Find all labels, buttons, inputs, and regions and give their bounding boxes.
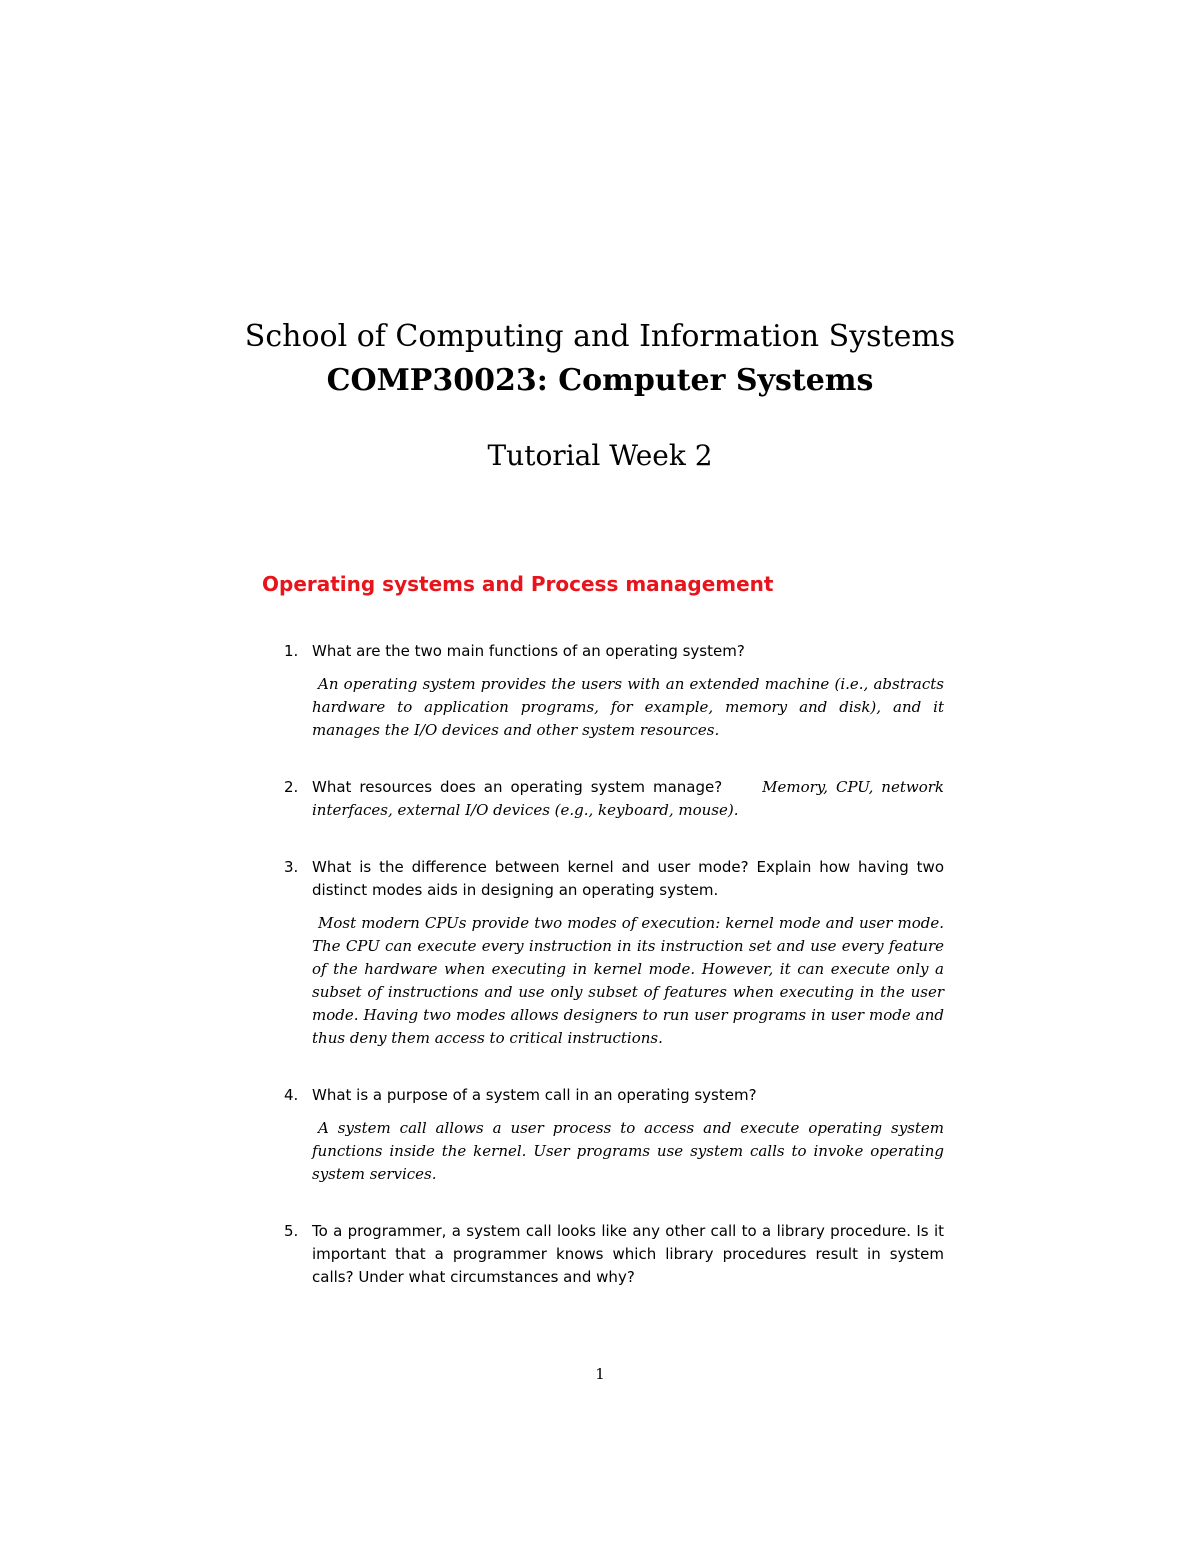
page-number: 1: [595, 1365, 605, 1383]
answer-text: Memory, CPU, network interfaces, external I/O devices (e.g., keyboard, mouse).: [312, 778, 945, 819]
question-number: 5.: [284, 1222, 299, 1240]
title-block: [0, 318, 1200, 474]
question-item: [284, 640, 944, 742]
tutorial-week: Tutorial Week 2: [487, 439, 713, 472]
question-with-inline-answer: [312, 776, 944, 822]
question-text: To a programmer, a system call looks like any other call to a library procedure. Is it important that a programmer knows which library procedures result in system calls? Under what circumstances and why?: [312, 1222, 944, 1286]
course-title: COMP30023: Computer Systems: [326, 363, 874, 398]
question-item: [284, 1084, 944, 1186]
question-item: [284, 776, 944, 822]
answer-text: Most modern CPUs provide two modes of execution: kernel mode and user mode. The CPU can execute every instruction in its instruction set and use every feature of the hardware when executing in kernel mode. However, it can execute only a subset of instructions and use only subset of features when executing in the user mode. Having two modes allows designers to run user programs in user mode and thus deny them access to critical instructions.: [312, 914, 944, 1047]
section-heading: Operating systems and Process management: [262, 572, 774, 596]
question-list: [284, 640, 944, 1323]
answer-text: An operating system provides the users with an extended machine (i.e., abstracts hardware to application programs, for example, memory and disk), and it manages the I/O devices and other system resources.: [312, 675, 944, 739]
question-text: What is a purpose of a system call in an operating system?: [312, 1086, 757, 1104]
question-item: [284, 856, 944, 1050]
answer-text: A system call allows a user process to access and execute operating system functions inside the kernel. User programs use system calls to invoke operating system services.: [312, 1119, 944, 1183]
question-text: What resources does an operating system manage?: [312, 778, 723, 796]
question-item: [284, 1220, 944, 1289]
question-number: 4.: [284, 1086, 299, 1104]
question-number: 1.: [284, 642, 299, 660]
question-text: What is the difference between kernel and user mode? Explain how having two distinct modes aids in designing an operating system.: [312, 858, 944, 899]
question-text: What are the two main functions of an operating system?: [312, 642, 745, 660]
school-name: School of Computing and Information Systems: [244, 319, 956, 354]
question-number: 2.: [284, 778, 299, 796]
question-number: 3.: [284, 858, 299, 876]
